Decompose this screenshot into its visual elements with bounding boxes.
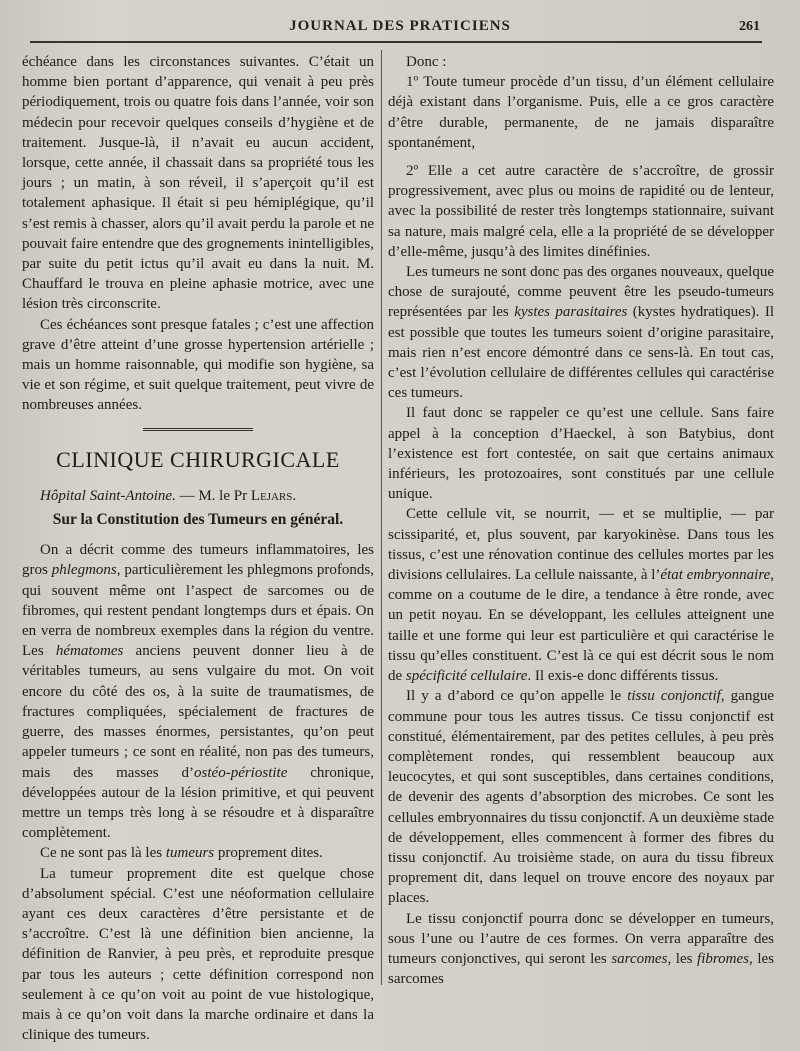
page-header	[0, 18, 800, 40]
left-column	[22, 52, 374, 1045]
paragraph: échéance dans les circonstances suivantes. C’était un homme bien portant d’apparence, qui venait à peu près périodiquement, trois ou quatre fois dans l’année, voir son médecin pour recevoir quelques conseils d’hygiène et de traitement. Jusque-là, il n’avait eu aucun accident, lorsque, cette année, il chassait dans sa propriété tous les jours ; un matin, à son réveil, il s’aperçoit qu’il est totalement aphasique. Il était si peu hémiplégique, qu’il s’est remis à chasser, alors qu’il avait perdu la parole et ne pouvait faire entendre que des grognements inintelligibles, par suite du petit ictus qu’il avait eu dans la nuit. M. Chauffard le trouva en pleine aphasie motrice, avec une lésion très circonscrite.	[22, 54, 374, 313]
hospital-name: Hôpital Saint-Antoine.	[40, 487, 176, 504]
paragraph: 1º Toute tumeur procède d’un tissu, d’un élément cellulaire déjà existant dans l’organisme. Puis, elle a ce gros caractère d’être durable, permanente, de ne jamais disparaître spontanément,	[388, 74, 774, 151]
italic-term: état embryonnaire	[660, 567, 771, 584]
text-run: Cette cellule vit, se nourrit, — et se multiplie, — par scissiparité, et, plus souvent, par karyokinèse. Dans tous les tissus, c’est une rénovation continue des cellules mortes par les divisions cellulaires. La cellule naissante, à l’	[388, 506, 774, 584]
section-title: CLINIQUE CHIRURGICALE	[56, 446, 340, 472]
column-divider	[381, 50, 382, 985]
page-number: 261	[739, 19, 760, 34]
paragraph	[388, 504, 774, 686]
paragraph: Ces échéances sont presque fatales ; c’est une affection grave d’être atteint d’une grosse hypertension artérielle ; mais un homme raisonnable, qui modifie son hygiène, sa vie et son régime, et suit quelque traitement, peut vivre de nombreuses années.	[22, 316, 374, 414]
professor-prefix: — M. le Pr	[179, 487, 248, 504]
italic-term: kystes parasitaires	[514, 304, 628, 321]
text-run: (kystes hydratiques). Il est possible que toutes les tumeurs soient d’origine parasitaire, mais rien n’est encore démontré dans ce sens-là. En tout cas, c’est l’évolution cellulaire de différentes cellules qui caractérise ces tumeurs.	[388, 304, 774, 402]
paragraph	[22, 843, 374, 863]
paragraph: Il faut donc se rappeler ce qu’est une cellule. Sans faire appel à la conception d’Haeckel, à son Batybius, dont l’existence est fort contestée, on sait que certains animaux inférieurs, les protozoaires, sont constitués par une cellule unique.	[388, 405, 774, 503]
text-run: , particulièrement les phlegmons profonds, qui souvent même ont l’aspect de sarcomes ou de fibromes, qui restent pendant longtemps durs et épais. On en verra de nombreux exemples dans la région du ventre. Les	[22, 562, 374, 660]
professor-name: Lejars.	[250, 487, 297, 504]
paragraph	[388, 909, 774, 990]
text-run: anciens peuvent donner lieu à de véritables tumeurs, au sens vulgaire du mot. On voit encore du côté des os, à la suite de traumatismes, de fractures compliquées, spécialement de fractures de guerre, des masses énormes, persistantes, qu’on peut appeler tumeurs ; ce sont en réalité, non pas des tumeurs, mais des masses d’	[22, 643, 374, 781]
text-run: proprement dites.	[214, 845, 323, 862]
paragraph	[388, 262, 774, 403]
header-rule	[30, 41, 762, 43]
italic-term: tissu conjonctif	[627, 688, 721, 705]
section-ornament	[143, 428, 253, 434]
italic-term: sarcomes	[611, 950, 668, 967]
paragraph: 2º Elle a cet autre caractère de s’accroître, de grossir progressivement, avec plus ou moins de rapidité ou de lenteur, avec la possibilité de rester très longtemps stationnaire, suivant sa nature, mais malgré cela, elle a la propriété de se développer d’elle-même, jusqu’à des limites dinéfinies.	[388, 163, 774, 260]
text-run: , les sarcomes	[388, 950, 774, 988]
italic-term: phlegmons	[51, 562, 117, 579]
paragraph: La tumeur proprement dite est quelque chose d’absolument spécial. C’est une néoformation cellulaire ayant ces deux caractères d’être persistante et de s’accroître. C’est là une définition bien ancienne, la définition de Ranvier, à peu près, et reproduite presque par tous les auteurs ; cette définition correspond non seulement à ce qu’on voit au point de vue histologique, mais à ce qu’on voit dans la marche ordinaire et dans la clinique des tumeurs.	[22, 865, 374, 1044]
italic-term: fibromes	[697, 950, 749, 967]
hospital-line	[22, 486, 374, 506]
text-run: , les	[667, 950, 698, 967]
italic-term: ostéo-périostite	[194, 764, 288, 781]
italic-term: tumeurs	[165, 845, 215, 862]
journal-title: JOURNAL DES PRATICIENS	[289, 18, 511, 34]
italic-term: spécificité cellulaire	[405, 668, 528, 685]
paragraph	[22, 540, 374, 843]
spacer	[388, 153, 774, 161]
paragraph	[388, 686, 774, 908]
text-run: , gangue commune pour tous les autres tissus. Ce tissu conjonctif est constitué, élémentairement, par des petites cellules, à peu près complètement rondes, qui ressemblent beaucoup aux leucocytes, et qui sont susceptibles, dans certaines conditions, de devenir des agents d’absorption des microbes. Ce sont les cellules embryonnaires du tissu conjonctif. A un deuxième stade de développement, elles commencent à former des fibres du tissu conjonctif. Au troisième stade, on aura du tissu fibreux proprement dit, dans lequel on trouve encore des noyaux par places.	[388, 688, 774, 907]
text-run: Le tissu conjonctif pourra donc se développer en tumeurs, sous l’une ou l’autre de ces formes. On verra apparaître des tumeurs conjonctives, qui seront les	[388, 910, 774, 967]
text-run: Ce ne sont pas là les	[40, 845, 166, 862]
text-run: On a décrit comme des tumeurs inflammatoires, les gros	[22, 542, 374, 579]
text-run: . Il exis‑e donc différents tissus.	[527, 668, 719, 685]
right-column	[388, 52, 774, 989]
text-run: chronique, développées autour de la lésion primitive, et qui peuvent mettre un temps très long à se résoudre et à disparaître complètement.	[22, 764, 374, 842]
text-run: Il y a d’abord ce qu’on appelle le	[406, 688, 628, 705]
article-subtitle: Sur la Constitution des Tumeurs en général.	[52, 511, 344, 529]
paragraph: Donc :	[406, 54, 447, 70]
text-run: , comme on a coutume de le dire, a tendance à être ronde, avec un petit noyau. En se développant, les cellules atteignent une taille et une forme qui leur est particulière et qui caractérise le tissu qu’elles constituent. C’est là ce qui est décrit sous le nom de	[388, 567, 775, 685]
text-run: Les tumeurs ne sont donc pas des organes nouveaux, quelque chose de surajouté, comme peuvent être les pseudo-tumeurs représentées par les	[388, 264, 774, 321]
italic-term: hématomes	[55, 643, 124, 660]
